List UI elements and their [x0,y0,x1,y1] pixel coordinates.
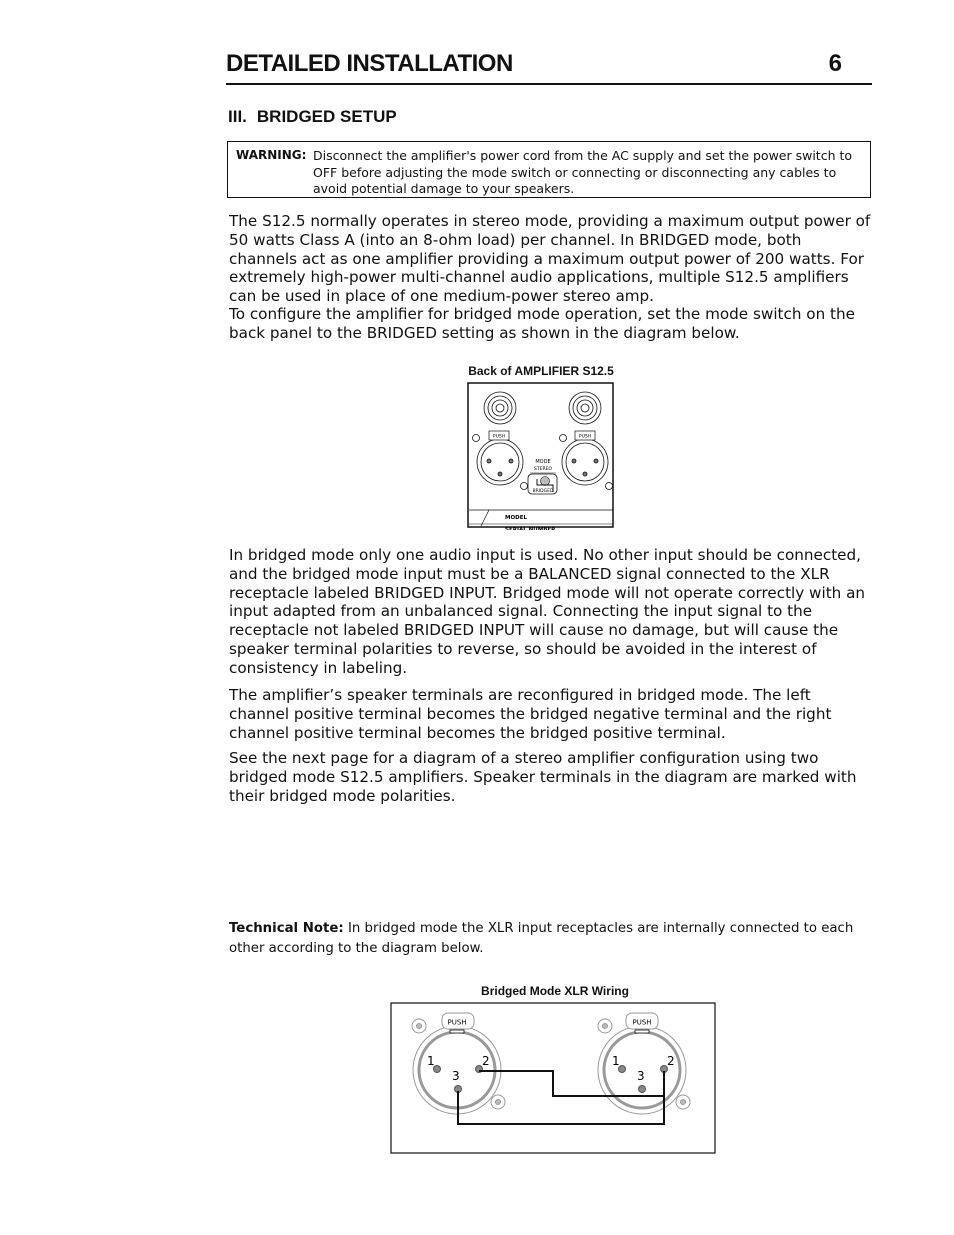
paragraph-bridged-input: In bridged mode only one audio input is used. No other input should be connected, and the bridged mode input must be a BALANCED signal connected to the XLR receptacle labeled BRIDGED INPUT. Bridged mode will not operate correctly with an input adapted from an unbalanced signal. Connecting the input signal to the receptacle not labeled BRIDGED INPUT will cause no damage, but will cause the speaker terminal polarities to reverse, so should be avoided in the interest of consistency in labeling. [229,546,866,677]
paragraph-next-page: See the next page for a diagram of a stereo amplifier configuration using two bridged mode S12.5 amplifiers. Speaker terminals in the diagram are marked with their bridged mode polarities. [229,749,857,805]
left-pin-3-label: 3 [452,1069,460,1083]
page-header [226,50,872,85]
right-pin-1-label: 1 [612,1054,620,1068]
section-number: III. [228,107,247,126]
bridged-label: BRIDGED [532,489,554,494]
xlr-diagram-caption: Bridged Mode XLR Wiring [481,984,629,998]
right-pin-3-label: 3 [637,1069,645,1083]
left-push-label: PUSH [492,434,506,440]
page-number: 6 [828,50,842,77]
model-label: MODEL [505,515,527,521]
back-diagram-caption: Back of AMPLIFIER S12.5 [468,364,614,378]
section-title: BRIDGED SETUP [256,107,397,126]
warning-box [227,141,871,198]
paragraph-stereo-mode: The S12.5 normally operates in stereo mode, providing a maximum output power of 50 watts Class A (into an 8-ohm load) per channel. In BRIDGED mode, both channels act as one amplifier providing a maximum output power of 200 watts. For extremely high-power multi-channel audio applications, multiple S12.5 amplifiers can be used in place of one medium-power stereo amp. [229,212,871,306]
warning-label: WARNING: [236,148,307,162]
technical-note-label: Technical Note: [229,921,344,936]
serial-label: SERIAL NUMBER [505,527,556,530]
right-pin-3 [639,1086,646,1093]
left-xlr-push-label: PUSH [447,1018,467,1027]
left-pin-1-label: 1 [427,1054,435,1068]
back-panel-frame [468,383,613,527]
mode-switch-knob [541,477,550,486]
back-panel-diagram [467,382,615,530]
right-xlr-push-label: PUSH [632,1018,652,1027]
page-title: DETAILED INSTALLATION [226,50,513,77]
stereo-label: STEREO [534,467,552,472]
right-pin-2-label: 2 [667,1054,675,1068]
technical-note-text: In bridged mode the XLR input receptacles are internally connected to each other according to the diagram below. [229,921,854,956]
warning-text: Disconnect the amplifier's power cord from the AC supply and set the power switch to OFF before adjusting the mode switch or connecting or disconnecting any cables to avoid potential damage to your speakers. [313,148,853,196]
right-push-label: PUSH [578,434,592,440]
xlr-wiring-diagram [390,1002,717,1155]
paragraph-configure: To configure the amplifier for bridged mode operation, set the mode switch on the back panel to the BRIDGED setting as shown in the diagram below. [229,305,855,342]
section-heading [228,107,397,127]
left-pin-2-label: 2 [482,1054,490,1068]
mode-label: MODE [535,459,551,465]
technical-note [229,919,874,958]
paragraph-speaker-terminals: The amplifier’s speaker terminals are reconfigured in bridged mode. The left channel positive terminal becomes the bridged negative terminal and the right channel positive terminal becomes the bridged positive terminal. [229,686,832,742]
